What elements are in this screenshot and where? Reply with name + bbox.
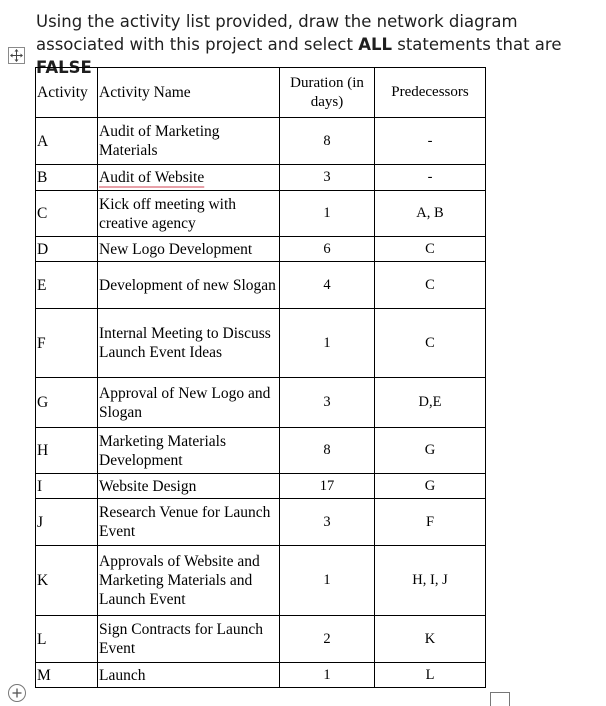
cell-duration: 8 (280, 118, 375, 165)
table-row (36, 546, 486, 616)
table-row (36, 499, 486, 546)
cell-duration: 1 (280, 309, 375, 378)
table-row (36, 428, 486, 474)
cell-activity: B (36, 165, 98, 191)
header-activity: Activity (36, 68, 98, 118)
table-row (36, 663, 486, 688)
table-resize-handle-icon[interactable] (490, 692, 510, 706)
cell-activity: C (36, 191, 98, 237)
cell-predecessors: A, B (375, 191, 486, 237)
cell-activity: F (36, 309, 98, 378)
table-row (36, 616, 486, 663)
table-row (36, 309, 486, 378)
cell-duration: 17 (280, 474, 375, 499)
cell-activity: G (36, 378, 98, 428)
cell-activity: K (36, 546, 98, 616)
add-row-plus-icon[interactable] (8, 684, 26, 702)
cell-predecessors: C (375, 262, 486, 309)
table-row (36, 165, 486, 191)
cell-predecessors: D,E (375, 378, 486, 428)
cell-name: Kick off meeting with creative agency (98, 191, 280, 237)
cell-name: Development of new Slogan (98, 262, 280, 309)
cell-activity: J (36, 499, 98, 546)
cell-name: Audit of Marketing Materials (98, 118, 280, 165)
move-arrows-icon (9, 48, 24, 63)
cell-predecessors: - (375, 165, 486, 191)
cell-activity: E (36, 262, 98, 309)
cell-predecessors: - (375, 118, 486, 165)
cell-duration: 1 (280, 546, 375, 616)
cell-duration: 2 (280, 616, 375, 663)
cell-predecessors: L (375, 663, 486, 688)
table-row (36, 474, 486, 499)
cell-predecessors: K (375, 616, 486, 663)
cell-name: Marketing Materials Development (98, 428, 280, 474)
question-intro: Using the activity list provided, draw the network diagram associated with this project and select (36, 12, 518, 54)
header-activity-name: Activity Name (98, 68, 280, 118)
cell-activity: A (36, 118, 98, 165)
cell-duration: 3 (280, 165, 375, 191)
header-predecessors: Predecessors (375, 68, 486, 118)
cell-activity: D (36, 237, 98, 262)
cell-name: Website Design (98, 474, 280, 499)
question-emphasis-false: FALSE (36, 58, 92, 77)
cell-activity: H (36, 428, 98, 474)
table-row (36, 191, 486, 237)
cell-duration: 8 (280, 428, 375, 474)
question-middle: statements that are (392, 35, 562, 54)
cell-duration: 3 (280, 378, 375, 428)
cell-duration: 3 (280, 499, 375, 546)
table-row (36, 237, 486, 262)
cell-name: Approval of New Logo and Slogan (98, 378, 280, 428)
cell-predecessors: G (375, 474, 486, 499)
cell-name: Approvals of Website and Marketing Materials and Launch Event (98, 546, 280, 616)
spellcheck-underlined-text: Audit of Website (99, 169, 205, 186)
table-header-row (36, 68, 486, 118)
table-row (36, 378, 486, 428)
cell-name (98, 165, 280, 191)
cell-predecessors: F (375, 499, 486, 546)
cell-duration: 1 (280, 191, 375, 237)
cell-name: New Logo Development (98, 237, 280, 262)
table-move-handle-icon[interactable] (8, 47, 25, 64)
cell-predecessors: H, I, J (375, 546, 486, 616)
cell-predecessors: C (375, 309, 486, 378)
cell-name: Research Venue for Launch Event (98, 499, 280, 546)
cell-activity: I (36, 474, 98, 499)
cell-name: Internal Meeting to Discuss Launch Event Ideas (98, 309, 280, 378)
table-row (36, 262, 486, 309)
table-row (36, 118, 486, 165)
question-emphasis-all: ALL (358, 35, 392, 54)
plus-icon (9, 685, 25, 701)
cell-name: Launch (98, 663, 280, 688)
cell-name: Sign Contracts for Launch Event (98, 616, 280, 663)
cell-duration: 1 (280, 663, 375, 688)
header-duration: Duration (in days) (280, 68, 375, 118)
cell-predecessors: C (375, 237, 486, 262)
activity-table (35, 67, 486, 688)
cell-duration: 6 (280, 237, 375, 262)
cell-activity: L (36, 616, 98, 663)
cell-predecessors: G (375, 428, 486, 474)
cell-activity: M (36, 663, 98, 688)
cell-duration: 4 (280, 262, 375, 309)
